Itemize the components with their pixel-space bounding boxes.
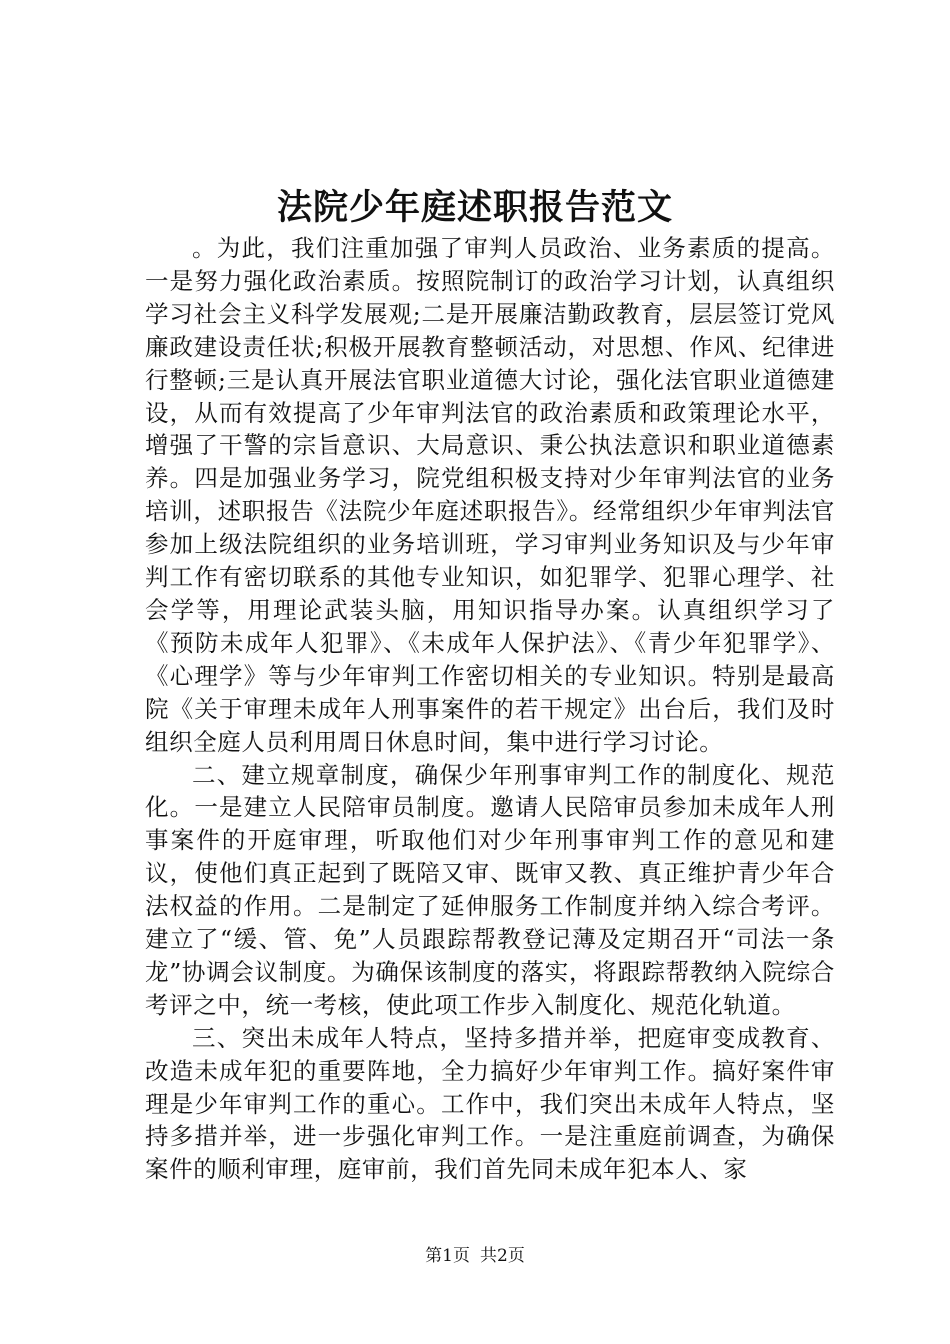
page-total: 共2页 [480,1246,525,1266]
paragraph-3: 三、突出未成年人特点，坚持多措并举，把庭审变成教育、改造未成年犯的重要阵地，全力搞好少年审判工作。搞好案件审理是少年审判工作的重心。工作中，我们突出未成年人特点，坚持多措并举，进一步强化审判工作。一是注重庭前调查，为确保案件的顺利审理，庭审前，我们首先同未成年犯本人、家 [145,1023,835,1184]
paragraph-1: 。为此，我们注重加强了审判人员政治、业务素质的提高。一是努力强化政治素质。按照院制订的政治学习计划，认真组织学习社会主义科学发展观;二是开展廉洁勤政教育，层层签订党风廉政建设责任状;积极开展教育整顿活动，对思想、作风、纪律进行整顿;三是认真开展法官职业道德大讨论，强化法官职业道德建设，从而有效提高了少年审判法官的政治素质和政策理论水平，增强了干警的宗旨意识、大局意识、秉公执法意识和职业道德素养。四是加强业务学习，院党组积极支持对少年审判法官的业务培训，述职报告《法院少年庭述职报告》。经常组织少年审判法官参加上级法院组织的业务培训班，学习审判业务知识及与少年审判工作有密切联系的其他专业知识，如犯罪学、犯罪心理学、社会学等，用理论武装头脑，用知识指导办案。认真组织学习了《预防未成年人犯罪》、《未成年人保护法》、《青少年犯罪学》、《心理学》等与少年审判工作密切相关的专业知识。特别是最高院《关于审理未成年人刑事案件的若干规定》出台后，我们及时组织全庭人员利用周日休息时间，集中进行学习讨论。 [145,234,835,756]
document-body [145,232,835,1186]
page-number: 第1页 [425,1246,470,1266]
document-title: 法院少年庭述职报告范文 [276,187,673,228]
page-footer [0,1244,950,1268]
paragraph-2: 二、建立规章制度，确保少年刑事审判工作的制度化、规范化。一是建立人民陪审员制度。邀请人民陪审员参加未成年人刑事案件的开庭审理，听取他们对少年刑事审判工作的意见和建议，使他们真正起到了既陪又审、既审又教、真正维护青少年合法权益的作用。二是制定了延伸服务工作制度并纳入综合考评。建立了“缓、管、免”人员跟踪帮教登记薄及定期召开“司法一条龙”协调会议制度。为确保该制度的落实，将跟踪帮教纳入院综合考评之中，统一考核，使此项工作步入制度化、规范化轨道。 [145,760,835,1019]
